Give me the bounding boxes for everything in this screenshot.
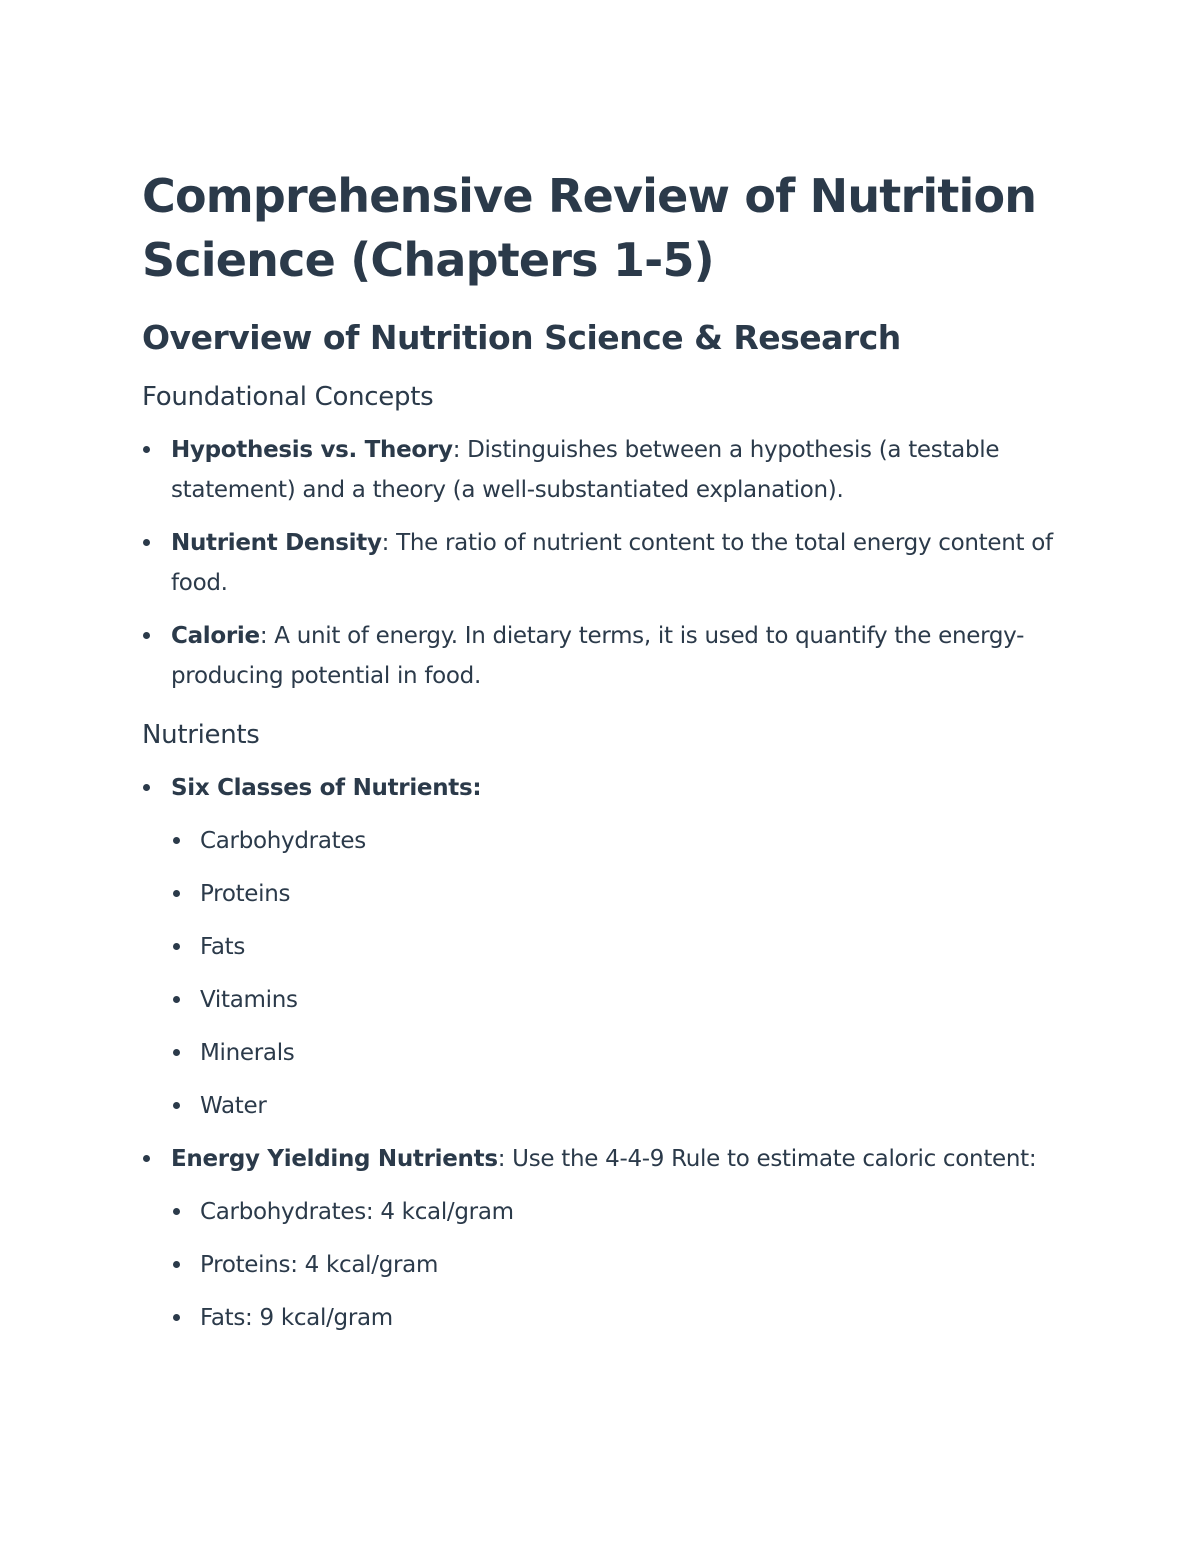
term-six-classes: Six Classes of Nutrients: <box>171 775 482 801</box>
list-item <box>142 523 1072 603</box>
foundational-concepts-list <box>142 430 1072 696</box>
list-item: Minerals <box>171 1033 1072 1073</box>
document-title: Comprehensive Review of Nutrition Science (Chapters 1-5) <box>142 169 1037 287</box>
definition-hypothesis-theory: : Distinguishes between a hypothesis (a testable statement) and a theory (a well-substantiated explanation). <box>171 437 1000 503</box>
list-item: Vitamins <box>171 980 1072 1020</box>
list-item: Proteins: 4 kcal/gram <box>171 1245 1072 1285</box>
six-classes-list <box>171 821 1072 1126</box>
definition-energy-yielding: : Use the 4-4-9 Rule to estimate caloric content: <box>497 1146 1037 1172</box>
list-item: Fats: 9 kcal/gram <box>171 1298 1072 1338</box>
list-item: Fats <box>171 927 1072 967</box>
list-item: Water <box>171 1086 1072 1126</box>
term-energy-yielding: Energy Yielding Nutrients <box>171 1146 498 1172</box>
definition-calorie: : A unit of energy. In dietary terms, it is used to quantify the energy-producing potential in food. <box>171 623 1025 689</box>
list-item <box>142 616 1072 696</box>
list-item: Carbohydrates: 4 kcal/gram <box>171 1192 1072 1232</box>
list-item: Proteins <box>171 874 1072 914</box>
list-item <box>142 430 1072 510</box>
section-heading: Overview of Nutrition Science & Research <box>142 318 901 357</box>
list-item <box>142 768 1072 1126</box>
list-item: Carbohydrates <box>171 821 1072 861</box>
definition-nutrient-density: : The ratio of nutrient content to the total energy content of food. <box>171 530 1053 596</box>
nutrients-list <box>142 768 1072 1338</box>
term-calorie: Calorie <box>171 623 260 649</box>
term-hypothesis-theory: Hypothesis vs. Theory <box>171 437 453 463</box>
energy-yielding-list <box>171 1192 1072 1338</box>
list-item <box>142 1139 1072 1338</box>
term-nutrient-density: Nutrient Density <box>171 530 382 556</box>
foundational-concepts-heading: Foundational Concepts <box>142 382 434 412</box>
nutrients-heading: Nutrients <box>142 720 260 750</box>
document-page <box>142 164 1072 1338</box>
